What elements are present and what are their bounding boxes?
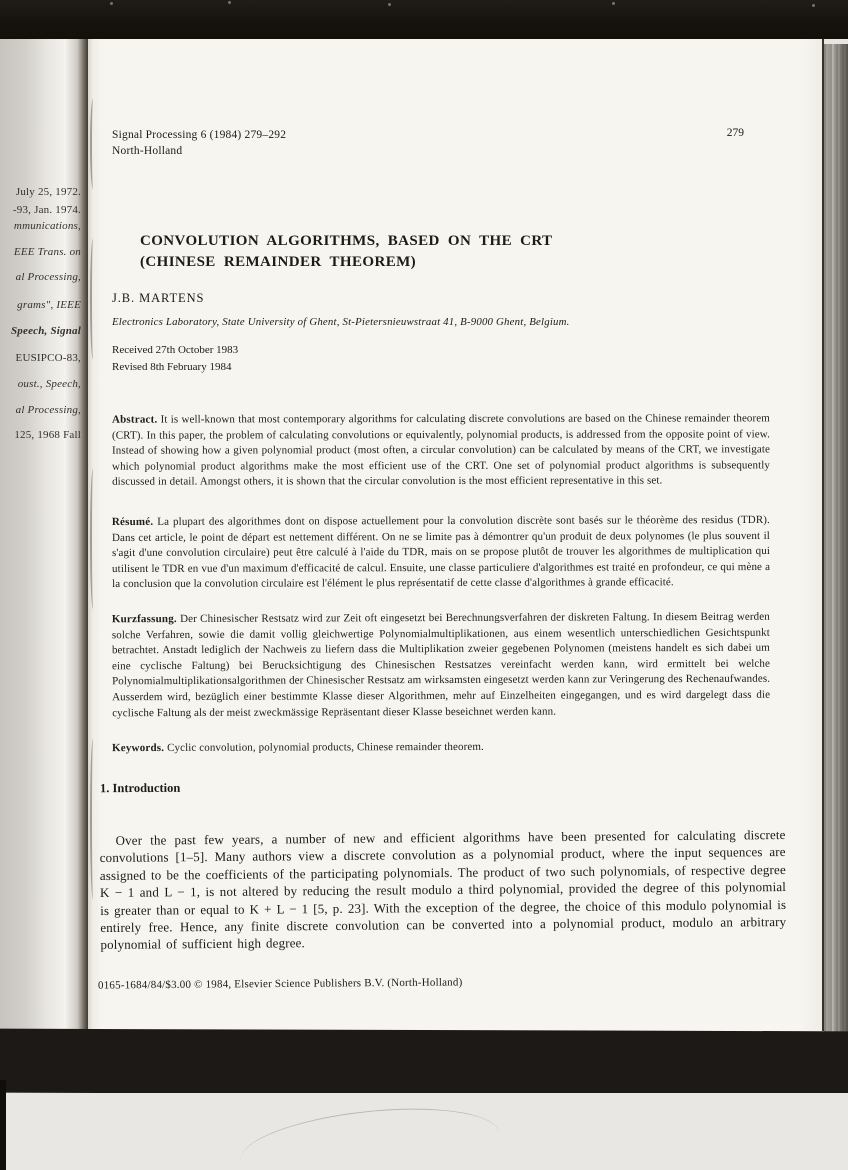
scan-speck — [110, 2, 113, 5]
scan-left-edge-strip — [0, 1080, 6, 1170]
journal-citation-block — [112, 127, 286, 159]
gutter-crease-mark — [90, 469, 96, 609]
gutter-crease-mark — [90, 739, 96, 899]
reference-fragment: grams", IEEE — [17, 299, 81, 311]
section-heading-introduction: 1. Introduction — [99, 780, 181, 796]
revised-date: Revised 8th February 1984 — [112, 361, 232, 373]
resume-label: Résumé. — [111, 515, 154, 529]
journal-publisher: North-Holland — [112, 145, 183, 157]
scanner-background — [0, 1093, 848, 1170]
reference-fragment: July 25, 1972. — [15, 186, 81, 198]
kurzfassung-text: Der Chinesischer Restsatz wird zur Zeit oft eingesetzt bei Berechnungsverfahren der diskreten Faltung. In diesem Beitrag werden solche Verfahren, sowie die damit vollig gleichwertige Polynomialmultiplikationen, aus einem wesentlich unterschiedlichen Gesichtspunkt betrachtet. Anstadt lediglich der Nachweis zu liefern dass die Multiplikation zweier gegebenen Polynomen (meistens handelt es sich dabei um eine cyclische Faltung) bei Berucksichtigung des Chinesischen Restsatzes vereinfacht werden kann, wird ermittelt bei welche Polynomialmultiplikationsalgorithmen der Chinesischer Restsatz am wirksamsten eingesetzt werden kann zur Veringerung des Rechenaufwandes. Ausserdem wird, bezüglich einer bestimmte Klasse dieser Algorithmen, mehr auf Einzelheiten eingegangen, und es wird dargelegt dass die cyclische Faltung als der meist zweckmässige Repräsentant dieser Klasse beseichnet werden kann. — [111, 610, 771, 719]
received-date: Received 27th October 1983 — [112, 344, 239, 356]
book-fore-edge — [824, 44, 848, 1032]
scan-bottom-black-band — [0, 1029, 848, 1096]
scan-speck — [228, 1, 231, 4]
submission-dates — [112, 342, 238, 376]
article-title-line1: CONVOLUTION ALGORITHMS, BASED ON THE CRT — [140, 233, 553, 249]
introduction-paragraph: Over the past few years, a number of new and efficient algorithms have been presented for calculating discrete convolutions [1–5]. Many authors view a discrete convolution as a polynomial product, where the input sequences are assigned to be the coefficients of the participating polynomials. The product of two such polynomials, of respective degree K − 1 and L − 1, is not altered by reducing the result modulo a third polynomial, provided the degree of this polynomial is greater than or equal to K + L − 1 [5, p. 23]. With the exception of the degree, the choice of this modulo polynomial is entirely free. Hence, any finite discrete convolution can be converted into a polynomial product, modulo an arbitrary polynomial of sufficient high degree. — [99, 827, 787, 953]
kurzfassung-section — [112, 610, 770, 722]
scan-speck — [612, 2, 615, 5]
journal-header — [112, 127, 772, 159]
resume-section — [112, 513, 770, 593]
reference-fragment: EEE Trans. on — [13, 246, 81, 258]
keywords-text: Cyclic convolution, polynomial products, Chinese remainder theorem. — [167, 740, 484, 754]
page-number: 279 — [726, 127, 744, 139]
keywords-section — [112, 739, 770, 757]
reference-fragment: al Processing, — [15, 271, 81, 283]
scan-speck — [388, 3, 391, 6]
reference-fragment: mmunications, — [13, 220, 81, 232]
reference-fragment: 125, 1968 Fall — [14, 429, 81, 441]
reference-fragment: -93, Jan. 1974. — [12, 204, 81, 216]
reference-fragment: Speech, Signal — [10, 325, 81, 337]
scan-speck — [812, 4, 815, 7]
kurzfassung-label: Kurzfassung. — [111, 613, 177, 626]
article-title — [140, 231, 740, 273]
scan-top-black-bar — [0, 0, 848, 39]
gutter-crease-mark — [90, 239, 96, 359]
keywords-label: Keywords. — [111, 741, 165, 755]
resume-text: La plupart des algorithmes dont on dispose actuellement pour la convolution discrète sont basés sur le théorème des residus (TDR). Dans cet article, le point de départ est nettement différent. On ne se limite pas à démontrer qu'un produit de deux polynomes (le plus souvent il s'agit d'une convolution circulaire) peut être calculé à l'aide du TDR, mais on se propose plutôt de trouver les algorithmes de multiplication qui utilisent le TDR en vue d'un maximum d'efficacité de calcul. Ensuite, une classe particuliere d'algorithmes est traité en profondeur, ce qui mène a la conclusion que la convolution circulaire est l'élément le plus représentatif de cette classe d'algorithmes à grande efficacité. — [111, 513, 771, 591]
scanner-scratch-mark — [237, 1098, 503, 1170]
article-title-line2: (CHINESE REMAINDER THEOREM) — [140, 254, 417, 270]
article-page — [88, 39, 824, 1031]
author-name: J.B. MARTENS — [112, 291, 205, 305]
reference-fragment: oust., Speech, — [17, 378, 81, 390]
abstract-label: Abstract. — [111, 413, 158, 426]
facing-page-edge — [0, 39, 88, 1031]
gutter-crease-mark — [90, 99, 96, 189]
author-affiliation: Electronics Laboratory, State University of Ghent, St-Pietersnieuwstraat 41, B-9000 Ghent, Belgium. — [112, 316, 570, 328]
abstract-text: It is well-known that most contemporary algorithms for calculating discrete convolutions are based on the Chinese remainder theorem (CRT). In this paper, the problem of calculating convolutions or equivalently, polynomial products, is addressed from the opposite point of view. Instead of showing how a given polynomial product (most often, a circular convolution) can be calculated by means of the CRT, we investigate which polynomial product algorithms make the most efficient use of the CRT. One set of polynomial product algorithms is subsequently discussed in detail. Amongst others, it is shown that the circular convolution is the most efficient representative in this set. — [111, 412, 771, 489]
journal-citation: Signal Processing 6 (1984) 279–292 — [112, 129, 287, 141]
copyright-line: 0165-1684/84/$3.00 © 1984, Elsevier Science Publishers B.V. (North-Holland) — [97, 976, 463, 992]
abstract-section — [112, 411, 770, 490]
reference-fragment: EUSIPCO-83, — [15, 352, 81, 364]
reference-fragment: al Processing, — [15, 404, 81, 416]
